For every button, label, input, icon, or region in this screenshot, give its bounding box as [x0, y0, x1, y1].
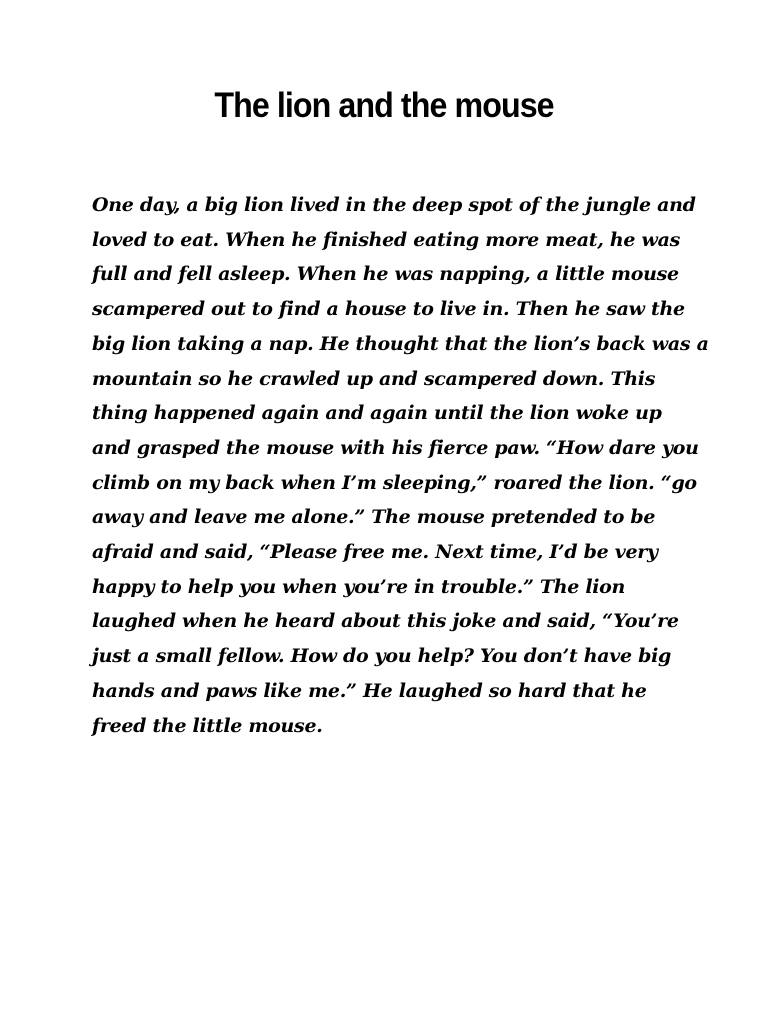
story-line: afraid and said, “Please free me. Next time, I’d be very	[92, 541, 658, 564]
story-line: mountain so he crawled up and scampered down. This	[92, 367, 656, 390]
story-line: climb on my back when I’m sleeping,” roared the lion. “go	[92, 471, 697, 494]
story-line: and grasped the mouse with his fierce paw. “How dare you	[92, 436, 699, 459]
story-line: just a small fellow. How do you help? You don’t have big	[92, 645, 672, 668]
story-line: big lion taking a nap. He thought that the lion’s back was a	[92, 332, 709, 355]
story-line: thing happened again and again until the lion woke up	[92, 402, 662, 425]
story-line: freed the little mouse.	[92, 714, 323, 737]
story-line: happy to help you when you’re in trouble.” The lion	[92, 575, 626, 598]
story-line: full and fell asleep. When he was napping, a little mouse	[92, 263, 679, 286]
story-line: scampered out to find a house to live in. Then he saw the	[92, 298, 685, 321]
story-line: hands and paws like me.” He laughed so hard that he	[92, 679, 647, 702]
story-paragraph	[92, 188, 732, 743]
story-line: loved to eat. When he finished eating more meat, he was	[92, 228, 680, 251]
story-line: One day, a big lion lived in the deep spot of the jungle and	[92, 194, 696, 216]
story-line: laughed when he heard about this joke and said, “You’re	[92, 610, 679, 633]
page-title: The lion and the mouse	[214, 86, 554, 125]
story-line: away and leave me alone.” The mouse pretended to be	[92, 506, 656, 529]
